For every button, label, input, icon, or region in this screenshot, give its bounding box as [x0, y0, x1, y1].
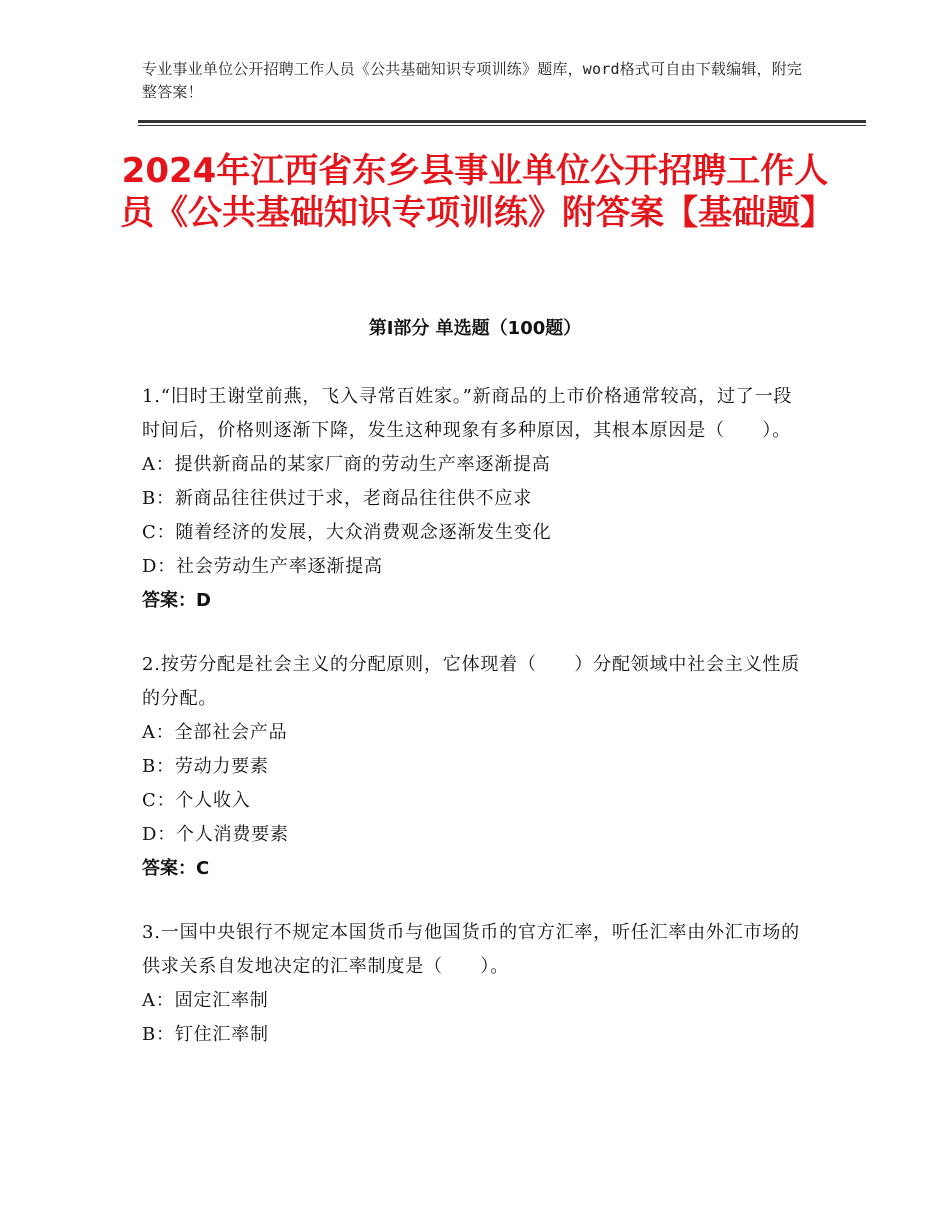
question-3 — [142, 916, 802, 1052]
section-title: 第I部分 单选题（100题） — [368, 318, 582, 339]
option-b: B：新商品往往供过于求，老商品往往供不应求 — [142, 488, 533, 509]
header-rule-thin — [138, 125, 866, 126]
header-rule-thick — [138, 120, 866, 123]
question-2 — [142, 648, 802, 886]
option-a: A：固定汇率制 — [142, 990, 269, 1011]
option-d: D：个人消费要素 — [142, 824, 289, 845]
option-a: A：提供新商品的某家厂商的劳动生产率逐渐提高 — [142, 454, 551, 475]
option-b: B：钉住汇率制 — [142, 1024, 269, 1045]
answer: 答案：D — [142, 590, 211, 611]
option-c: C：个人收入 — [142, 790, 251, 811]
answer: 答案：C — [142, 858, 210, 879]
question-1 — [142, 380, 802, 618]
header-note: 专业事业单位公开招聘工作人员《公共基础知识专项训练》题库，word格式可自由下载编辑，附完整答案！ — [142, 60, 803, 101]
option-b: B：劳动力要素 — [142, 756, 269, 777]
option-c: C：随着经济的发展，大众消费观念逐渐发生变化 — [142, 522, 552, 543]
question-stem: 1.“旧时王谢堂前燕，飞入寻常百姓家。”新商品的上市价格通常较高，过了一段时间后，价格则逐渐下降，发生这种现象有多种原因，其根本原因是（ ）。 — [142, 386, 793, 441]
question-list — [142, 380, 802, 1082]
option-a: A：全部社会产品 — [142, 722, 288, 743]
question-stem: 3.一国中央银行不规定本国货币与他国货币的官方汇率，听任汇率由外汇市场的供求关系自发地决定的汇率制度是（ ）。 — [142, 922, 800, 977]
document-title: 2024年江西省东乡县事业单位公开招聘工作人员《公共基础知识专项训练》附答案【基础题】 — [120, 151, 834, 233]
option-d: D：社会劳动生产率逐渐提高 — [142, 556, 383, 577]
question-stem: 2.按劳分配是社会主义的分配原则，它体现着（ ）分配领域中社会主义性质的分配。 — [142, 654, 800, 709]
